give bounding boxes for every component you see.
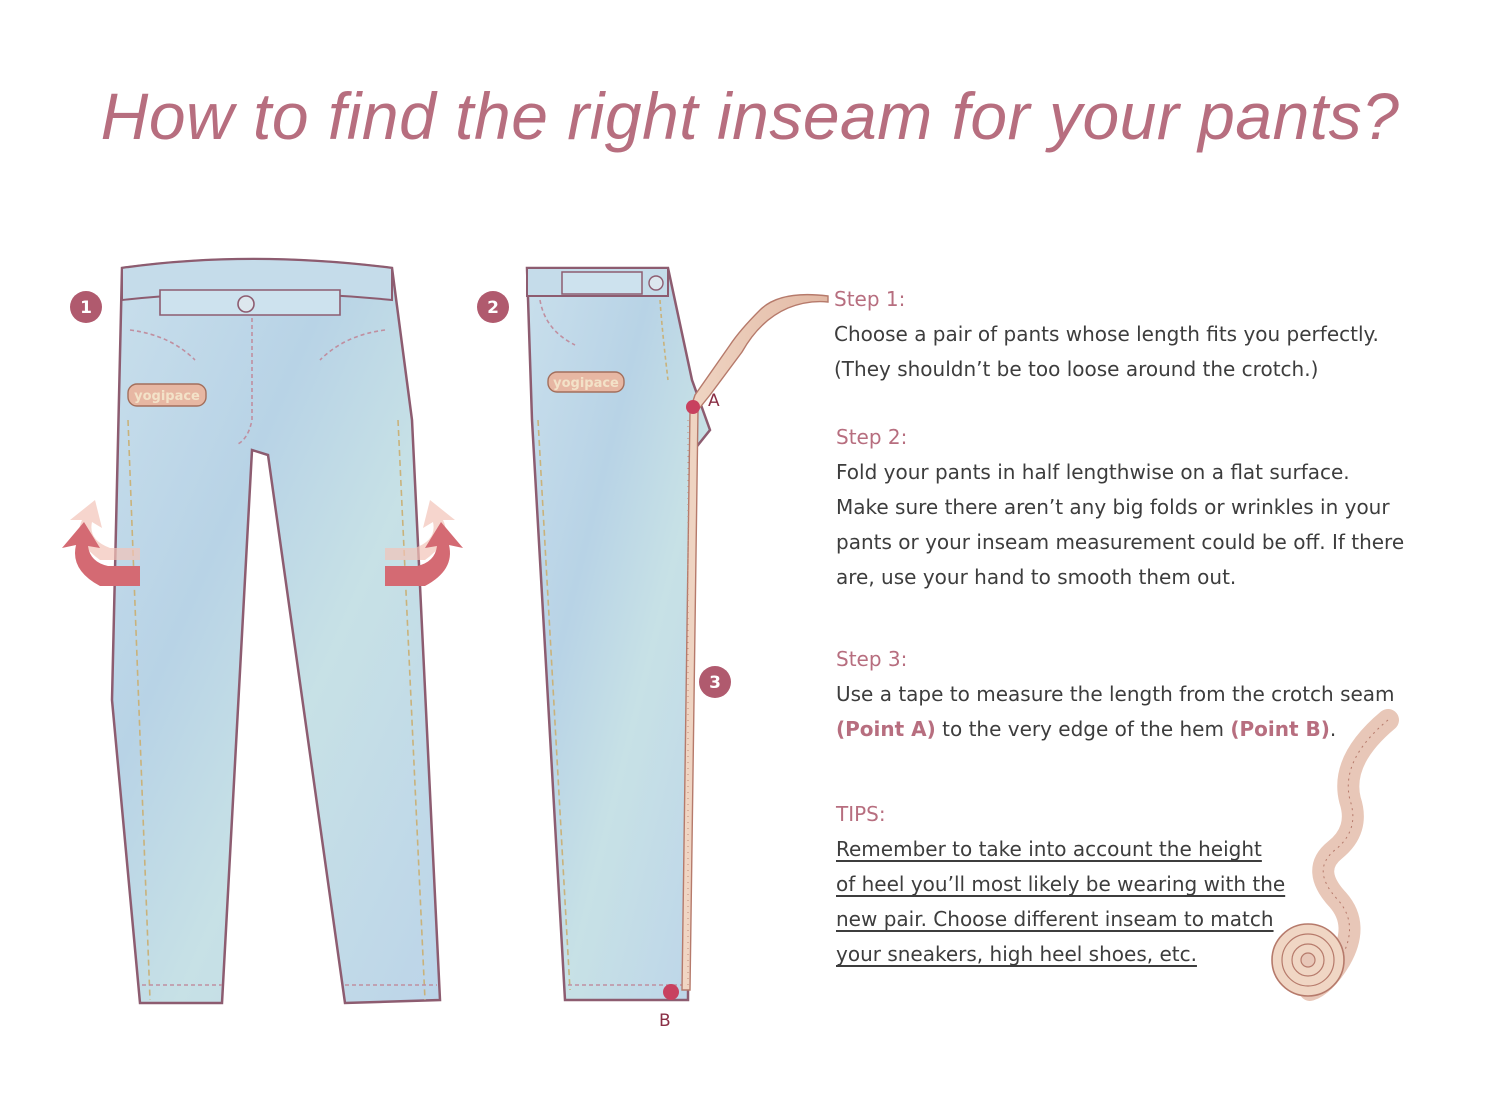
tips-title: TIPS:	[836, 802, 886, 826]
folded-view-pants	[527, 268, 710, 1000]
page-title: How to find the right inseam for your pants?	[100, 79, 1400, 153]
point-a-label: A	[708, 391, 720, 411]
step-2-line: Fold your pants in half lengthwise on a flat surface.	[836, 460, 1350, 484]
svg-text:yogipace: yogipace	[553, 376, 619, 391]
step-2-title: Step 2:	[836, 425, 908, 449]
step-two-marker	[477, 291, 509, 323]
step-3-line-2	[836, 712, 1436, 747]
brand-logo	[548, 372, 624, 392]
step-3-line: Use a tape to measure the length from the crotch seam	[836, 682, 1395, 706]
tips-line: of heel you’ll most likely be wearing with the	[836, 872, 1286, 896]
step-3-title: Step 3:	[836, 647, 908, 671]
step-three-marker	[699, 666, 731, 698]
step-1-line: (They shouldn’t be too loose around the crotch.)	[834, 357, 1319, 381]
brand-logo	[128, 384, 206, 406]
svg-text:1: 1	[80, 298, 92, 318]
step-3-section	[836, 647, 1436, 747]
step-3-middle-text: to the very edge of the hem	[935, 717, 1231, 741]
svg-text:3: 3	[709, 673, 721, 693]
step-1-title: Step 1:	[834, 287, 906, 311]
step-2-line: pants or your inseam measurement could be off. If there	[836, 530, 1405, 554]
point-b-label: B	[659, 1011, 671, 1031]
tips-line: new pair. Choose different inseam to match	[836, 907, 1274, 931]
tape-measure-roll-icon	[1272, 720, 1388, 996]
button-icon	[649, 276, 663, 290]
step-1-section	[834, 287, 1434, 387]
step-2-section	[836, 425, 1436, 595]
step-2-line: are, use your hand to smooth them out.	[836, 565, 1237, 589]
tips-line: your sneakers, high heel shoes, etc.	[836, 942, 1197, 966]
step-2-line: Make sure there aren’t any big folds or wrinkles in your	[836, 495, 1390, 519]
measuring-tape	[682, 295, 828, 990]
step-1-line: Choose a pair of pants whose length fits you perfectly.	[834, 322, 1379, 346]
front-view-pants	[112, 259, 440, 1003]
point-b-reference: (Point B)	[1230, 717, 1330, 741]
point-b-marker	[663, 984, 679, 1000]
tips-section	[836, 802, 1286, 972]
step-one-marker	[70, 291, 102, 323]
tips-line: Remember to take into account the height	[836, 837, 1262, 861]
svg-text:2: 2	[487, 298, 499, 318]
step-3-end-text: .	[1329, 717, 1337, 741]
svg-text:yogipace: yogipace	[134, 389, 200, 404]
button-icon	[238, 296, 254, 312]
point-a-reference: (Point A)	[836, 717, 936, 741]
point-a-marker	[686, 400, 700, 414]
